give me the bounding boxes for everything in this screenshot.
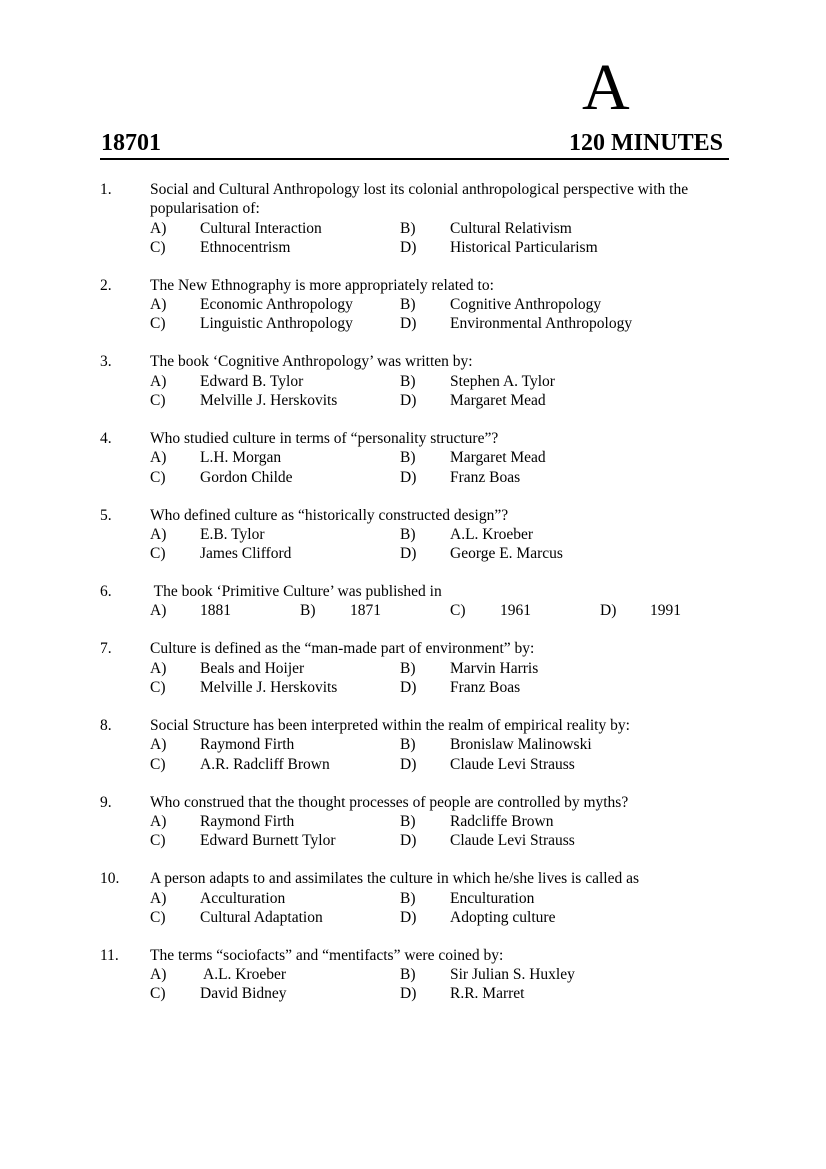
option-label: D) [600,602,617,620]
question-number: 4. [100,430,112,448]
option-label: C) [150,755,166,773]
option-text: A.L. Kroeber [200,966,287,984]
option-label: B) [400,889,416,907]
option-label: C) [150,468,166,486]
option-text: Margaret Mead [450,449,546,467]
option-text: David Bidney [200,985,287,1003]
option-label: D) [400,468,417,486]
option-text: Cultural Interaction [200,219,322,237]
option-text: 1871 [350,602,381,620]
paper-code: 18701 [101,130,161,156]
option-text: Raymond Firth [200,812,295,830]
option-label: A) [150,525,167,543]
option-text: E.B. Tylor [200,525,265,543]
option-text: Cultural Relativism [450,219,572,237]
question-number: 1. [100,181,112,198]
option-label: A) [150,219,167,237]
option-text: Adopting culture [450,908,556,926]
option-label: C) [450,602,466,620]
option-label: D) [400,545,417,563]
option-label: B) [400,449,416,467]
question [0,639,826,697]
option-text: Marvin Harris [450,659,539,677]
option-label: D) [400,832,417,850]
question [0,506,826,564]
option-label: C) [150,392,166,410]
option-label: C) [150,238,166,256]
question-number: 7. [100,640,112,658]
question [0,276,826,334]
option-label: D) [400,238,417,256]
series-letter: A [582,51,630,124]
question-text: The New Ethnography is more appropriately related to: [150,276,494,294]
option-text: Melville J. Herskovits [200,679,338,697]
option-text: Stephen A. Tylor [450,372,555,390]
option-text: Claude Levi Strauss [450,755,575,773]
question-list [0,180,826,1022]
option-label: D) [400,392,417,410]
question-text: Who construed that the thought processes of people are controlled by myths? [150,793,629,811]
question-text: Who defined culture as “historically constructed design”? [150,506,509,524]
option-text: Franz Boas [450,679,521,697]
option-text: Linguistic Anthropology [200,315,353,333]
option-text: Raymond Firth [200,736,295,754]
option-text: Gordon Childe [200,468,293,486]
option-text: Radcliffe Brown [450,812,554,830]
question-number: 6. [100,583,112,601]
option-label: A) [150,889,167,907]
question-number: 3. [100,353,112,371]
option-text: Enculturation [450,889,535,907]
option-label: A) [150,449,167,467]
option-label: C) [150,908,166,926]
option-text: Margaret Mead [450,392,546,410]
option-text: Ethnocentrism [200,238,291,256]
question-text: Social Structure has been interpreted within the realm of empirical reality by: [150,717,630,735]
option-text: James Clifford [200,545,292,563]
option-text: Historical Particularism [450,238,598,256]
option-label: B) [400,219,416,237]
option-label: C) [150,985,166,1003]
option-text: Melville J. Herskovits [200,392,338,410]
option-text: Edward B. Tylor [200,372,304,390]
option-text: Beals and Hoijer [200,659,305,677]
option-text: Claude Levi Strauss [450,832,575,850]
option-text: Cultural Adaptation [200,908,323,926]
exam-duration: 120 MINUTES [568,130,723,156]
option-label: B) [400,659,416,677]
question [0,582,826,621]
option-text: Environmental Anthropology [450,315,633,333]
option-label: D) [400,908,417,926]
option-label: D) [400,679,417,697]
option-label: A) [150,966,167,984]
option-text: Cognitive Anthropology [450,296,602,314]
question-number: 11. [100,946,119,964]
option-label: A) [150,296,167,314]
option-text: Franz Boas [450,468,521,486]
question-number: 10. [100,870,120,888]
option-label: C) [150,679,166,697]
question [0,352,826,410]
option-text: Sir Julian S. Huxley [450,966,575,984]
option-text: Edward Burnett Tylor [200,832,336,850]
option-label: A) [150,372,167,390]
option-text: George E. Marcus [450,545,563,563]
option-label: A) [150,659,167,677]
question-text: Social and Cultural Anthropology lost its colonial anthropological perspective with the popularisation of: [150,181,689,218]
question-text: The book ‘Cognitive Anthropology’ was written by: [150,353,473,371]
question-number: 2. [100,276,112,294]
option-label: B) [400,812,416,830]
question-number: 8. [100,717,112,735]
option-label: A) [150,812,167,830]
question-text: Culture is defined as the “man-made part of environment” by: [150,640,535,658]
question-number: 5. [100,506,112,524]
question-number: 9. [100,793,112,811]
option-text: Bronislaw Malinowski [450,736,592,754]
option-label: A) [150,736,167,754]
option-label: D) [400,985,417,1003]
question [0,869,826,927]
option-label: B) [400,372,416,390]
question-text: The terms “sociofacts” and “mentifacts” were coined by: [150,946,504,964]
option-label: B) [400,966,416,984]
option-label: B) [400,525,416,543]
option-text: 1991 [650,602,681,620]
option-text: L.H. Morgan [200,449,282,467]
question [0,716,826,774]
option-text: 1961 [500,602,531,620]
option-text: A.L. Kroeber [450,525,534,543]
option-label: C) [150,545,166,563]
option-label: C) [150,315,166,333]
question-text: Who studied culture in terms of “personality structure”? [150,430,499,448]
question [0,946,826,1004]
header-rule [100,158,729,160]
question [0,180,826,257]
option-label: B) [400,736,416,754]
option-text: 1881 [200,602,231,620]
question-text: The book ‘Primitive Culture’ was published in [150,583,442,601]
option-label: C) [150,832,166,850]
option-label: D) [400,755,417,773]
question-text: A person adapts to and assimilates the culture in which he/she lives is called as [150,870,639,888]
option-label: B) [400,296,416,314]
question [0,793,826,851]
option-label: B) [300,602,316,620]
option-text: R.R. Marret [450,985,525,1003]
question [0,429,826,487]
option-text: A.R. Radcliff Brown [200,755,330,773]
option-label: D) [400,315,417,333]
option-label: A) [150,602,167,620]
option-text: Economic Anthropology [200,296,353,314]
option-text: Acculturation [200,889,286,907]
